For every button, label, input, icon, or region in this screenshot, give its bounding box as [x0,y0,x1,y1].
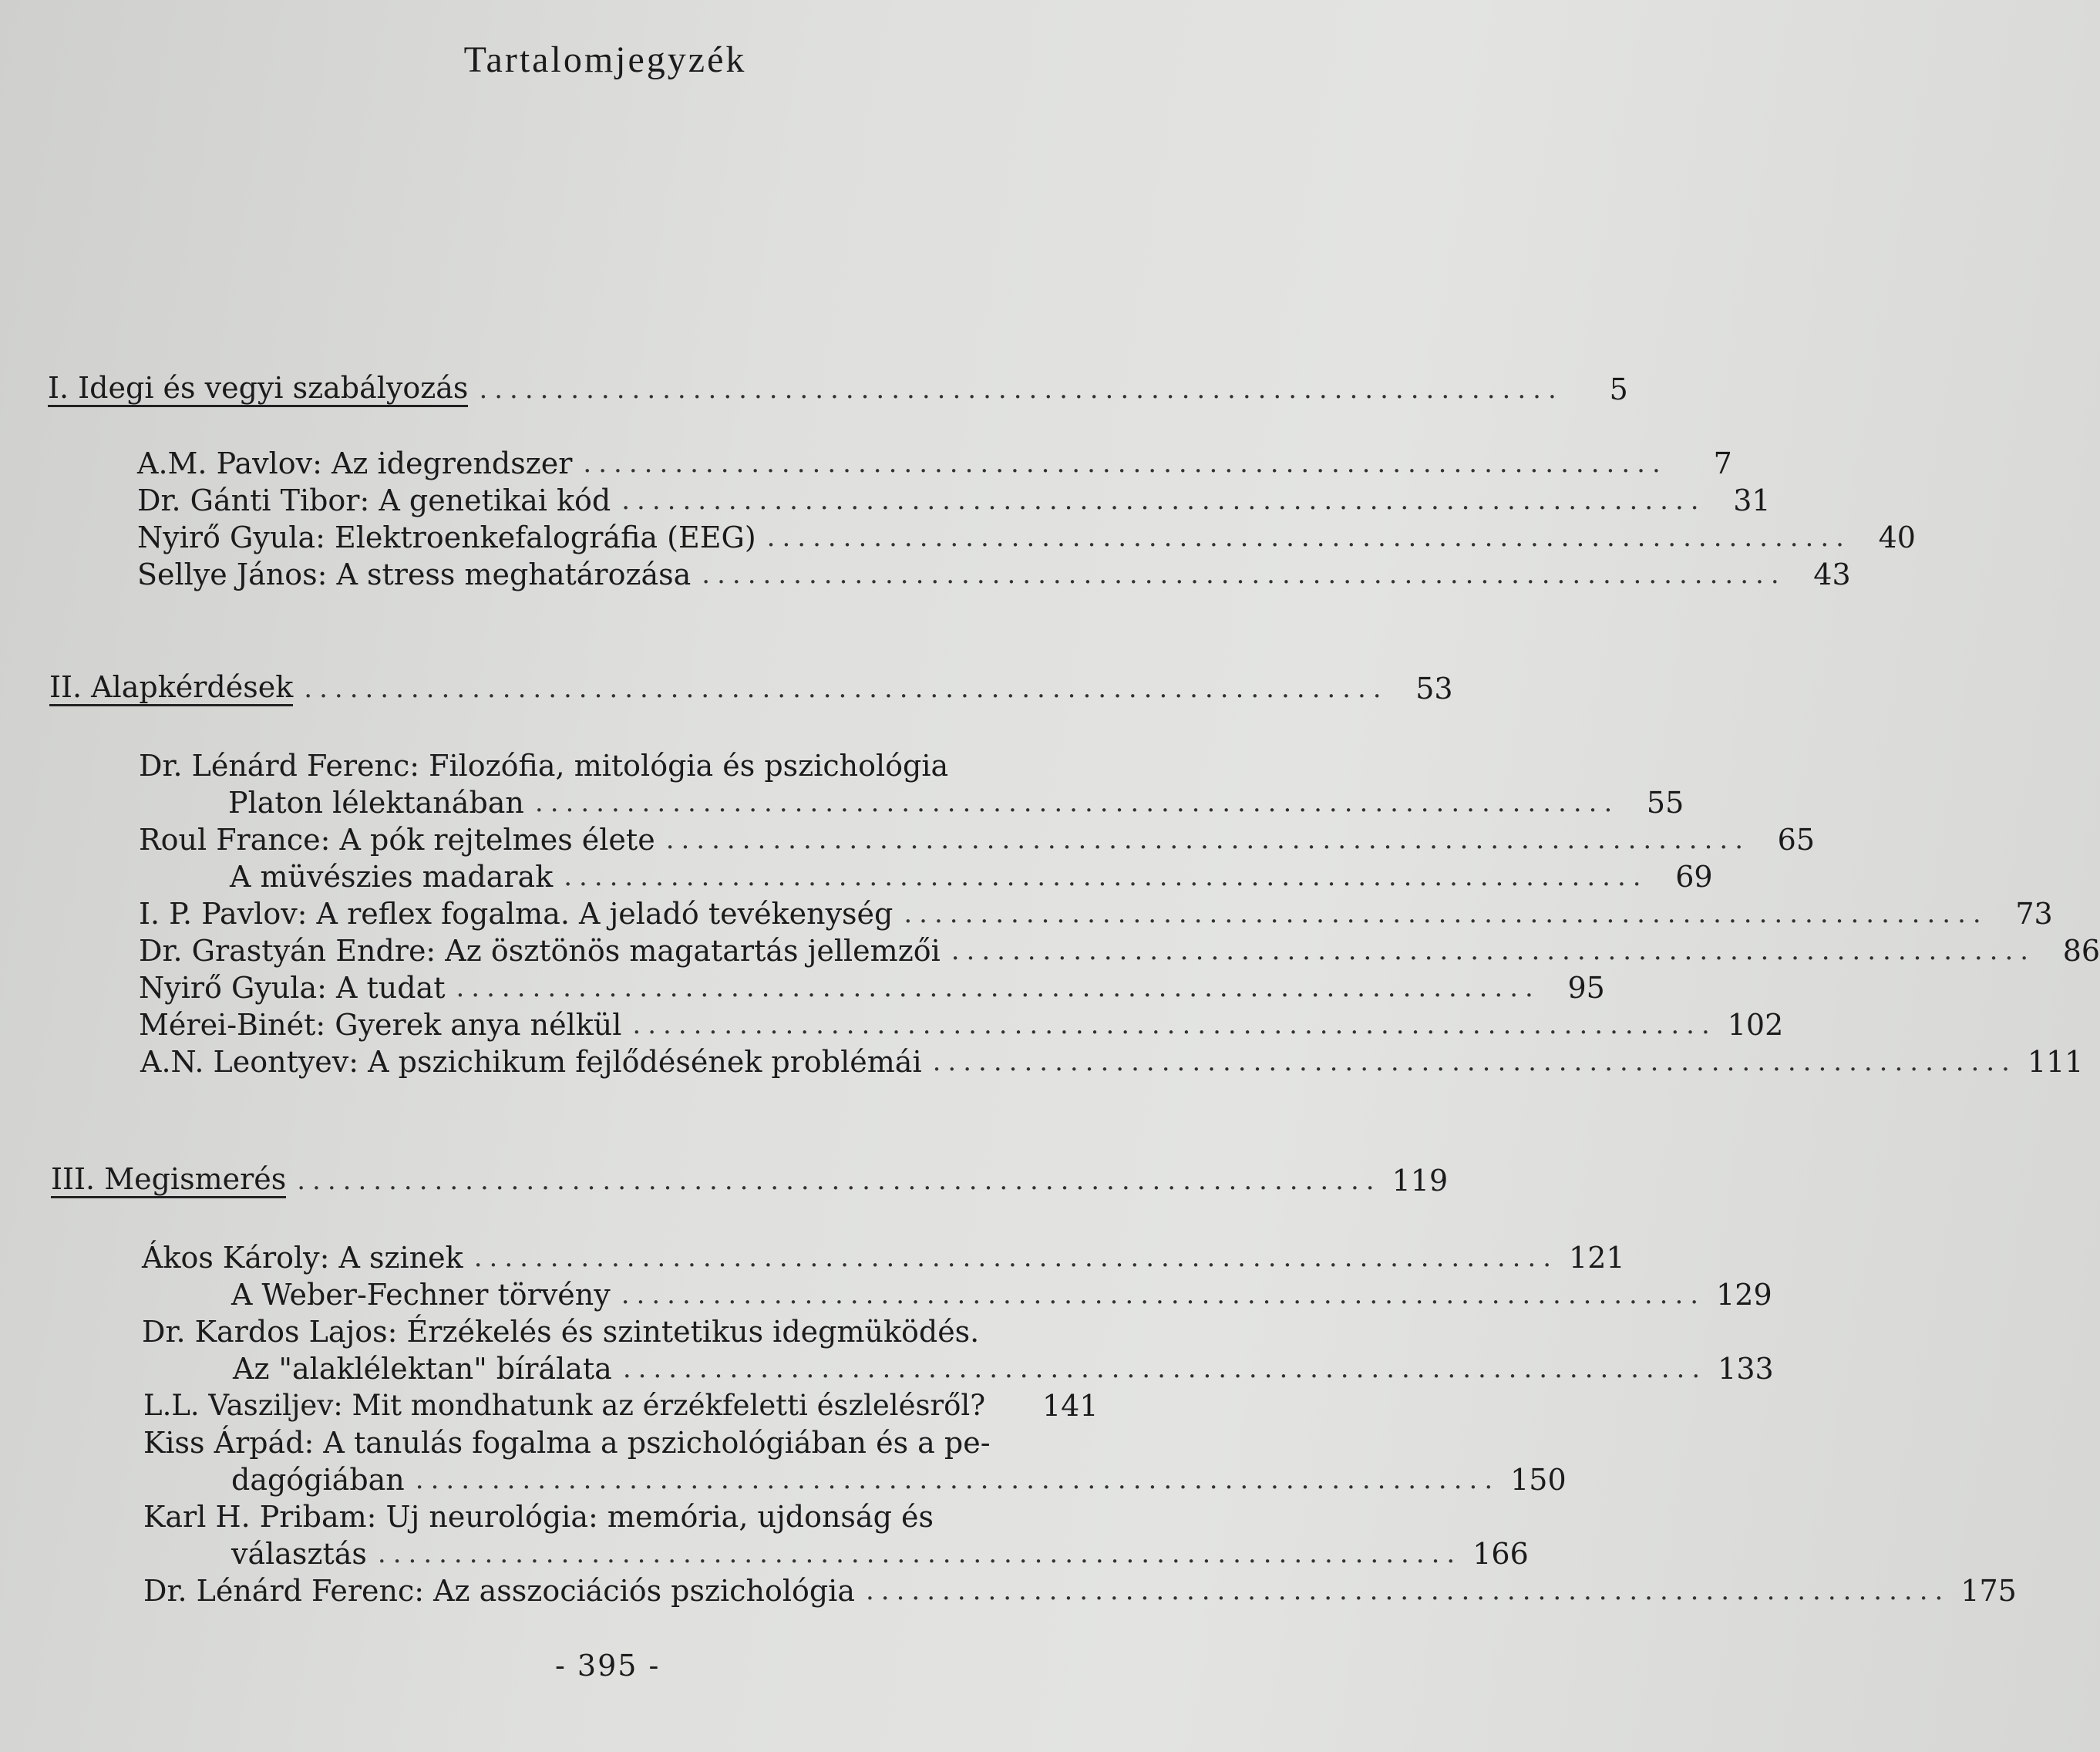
toc-entry [231,1277,1772,1312]
entry-title: Nyirő Gyula: Elektroenkefalográfia (EEG) [137,521,756,554]
page-number: 102 [1727,1008,1784,1042]
entry-title-continuation: dagógiában [231,1463,405,1497]
dot-leader: ....................................................................... [473,1242,1559,1273]
toc-entry [233,1351,1774,1386]
page-number: 111 [2027,1045,2084,1079]
entry-title-continuation: választás [231,1537,367,1571]
dot-leader: ....................................................................... [304,673,1388,704]
section-title: III. Megismerés [51,1162,286,1198]
dot-leader: ....................................................................... [479,374,1563,405]
dot-leader: ....................................................................... [622,1353,1708,1384]
page-number: 5 [1609,372,1628,406]
entry-title: Nyirő Gyula: A tudat [139,971,446,1005]
entry-title: Roul France: A pók rejtelmes élete [139,823,655,857]
dot-leader: ....................................................................... [564,861,1648,892]
toc-entry [140,1044,2084,1080]
entry-title: Dr. Grastyán Endre: Az ösztönös magatartás jellemzői [139,934,941,968]
page-number: 55 [1646,786,1684,820]
entry-title: A.M. Pavlov: Az idegrendszer [137,446,573,480]
page-number: 175 [1960,1574,2017,1608]
entry-title: Dr. Lénárd Ferenc: Az asszociációs pszichológia [143,1574,855,1608]
page-number: 7 [1713,446,1732,480]
page-number: 121 [1569,1241,1625,1275]
toc-entry [137,446,1732,481]
dot-leader: ....................................................................... [665,824,1751,855]
entry-title: A müvészies madarak [230,860,554,894]
section-title: II. Alapkérdések [49,670,293,706]
page-number: 119 [1392,1164,1449,1198]
toc-entry [230,859,1713,895]
toc-entry [231,1462,1567,1498]
entry-title-continuation: Platon lélektanában [228,786,524,820]
dot-leader: ....................................................................... [297,1165,1381,1196]
entry-title: Ákos Károly: A szinek [142,1241,463,1275]
page-number: 141 [1042,1389,1099,1423]
toc-entry [143,1573,2017,1609]
toc-entry [137,557,1851,592]
dot-leader: ....................................................................... [932,1046,2017,1077]
section-title: I. Idegi és vegyi szabályozás [48,371,468,407]
page-number: 53 [1415,672,1453,706]
page-number: 86 [2062,934,2100,968]
page-number: 69 [1675,860,1713,894]
toc-entry [137,520,1916,555]
entry-title: A Weber-Fechner törvény [231,1278,611,1312]
entry-title: I. P. Pavlov: A reflex fogalma. A jeladó tevékenység [139,897,894,931]
page-number: 43 [1813,558,1851,591]
toc-entry [139,822,1816,857]
toc-entry [139,896,2053,932]
entry-title: Mérei-Binét: Gyerek anya nélkül [139,1008,622,1042]
toc-entry [139,970,1605,1006]
entry-title: Dr. Lénárd Ferenc: Filozófia, mitológia és pszichológia [139,749,949,783]
page-number: 150 [1510,1463,1567,1497]
entry-title: Sellye János: A stress meghatározása [137,558,692,591]
dot-leader: ....................................................................... [904,898,1988,929]
toc-entry [139,933,2100,969]
page-number: 65 [1777,823,1816,857]
dot-leader: ....................................................................... [583,448,1668,479]
dot-leader: ....................................................................... [377,1538,1462,1569]
section-heading [48,371,1628,407]
page-number: 95 [1567,971,1605,1005]
toc-entry [139,1007,1784,1043]
dot-leader: ....................................................................... [534,787,1620,818]
entry-title: L.L. Vasziljev: Mit mondhatunk az érzékfeletti észlelésről? [143,1389,986,1422]
entry-title: Dr. Gánti Tibor: A genetikai kód [137,483,611,517]
entry-title: A.N. Leontyev: A pszichikum fejlődésének problémái [140,1045,922,1079]
dot-leader: ....................................................................... [456,972,1540,1003]
entry-title: Dr. Kardos Lajos: Érzékelés és szintetikus idegmüködés. [142,1315,980,1349]
dot-leader: ....................................................................... [621,485,1706,516]
page-number: 40 [1878,521,1916,554]
page-number: 166 [1472,1537,1529,1571]
dot-leader: ....................................................................... [766,522,1851,553]
dot-leader: ....................................................................... [632,1009,1717,1040]
dot-leader: ....................................................................... [415,1464,1500,1495]
page-number: 129 [1716,1278,1772,1312]
dot-leader: ....................................................................... [865,1575,1950,1606]
dot-leader: ....................................................................... [951,935,2036,966]
toc-entry [142,1240,1625,1275]
dot-leader: ....................................................................... [702,559,1786,590]
page-number: 133 [1718,1352,1774,1386]
section-heading [49,670,1453,706]
toc-entry [137,483,1771,518]
toc-entry [143,1388,1099,1424]
toc-entry [231,1536,1529,1572]
section-heading [51,1162,1449,1198]
entry-title: Kiss Árpád: A tanulás fogalma a pszichológiában és a pe- [143,1426,991,1460]
page-number: 73 [2015,897,2053,931]
page-folio: - 395 - [555,1649,661,1683]
page-number: 31 [1733,483,1771,517]
dot-leader: ....................................................................... [621,1279,1706,1310]
entry-title-continuation: Az "alaklélektan" bírálata [233,1352,612,1386]
entry-title: Karl H. Pribam: Uj neurológia: memória, ujdonság és [143,1500,934,1534]
page-title: Tartalomjegyzék [463,39,747,80]
toc-entry [228,785,1684,820]
